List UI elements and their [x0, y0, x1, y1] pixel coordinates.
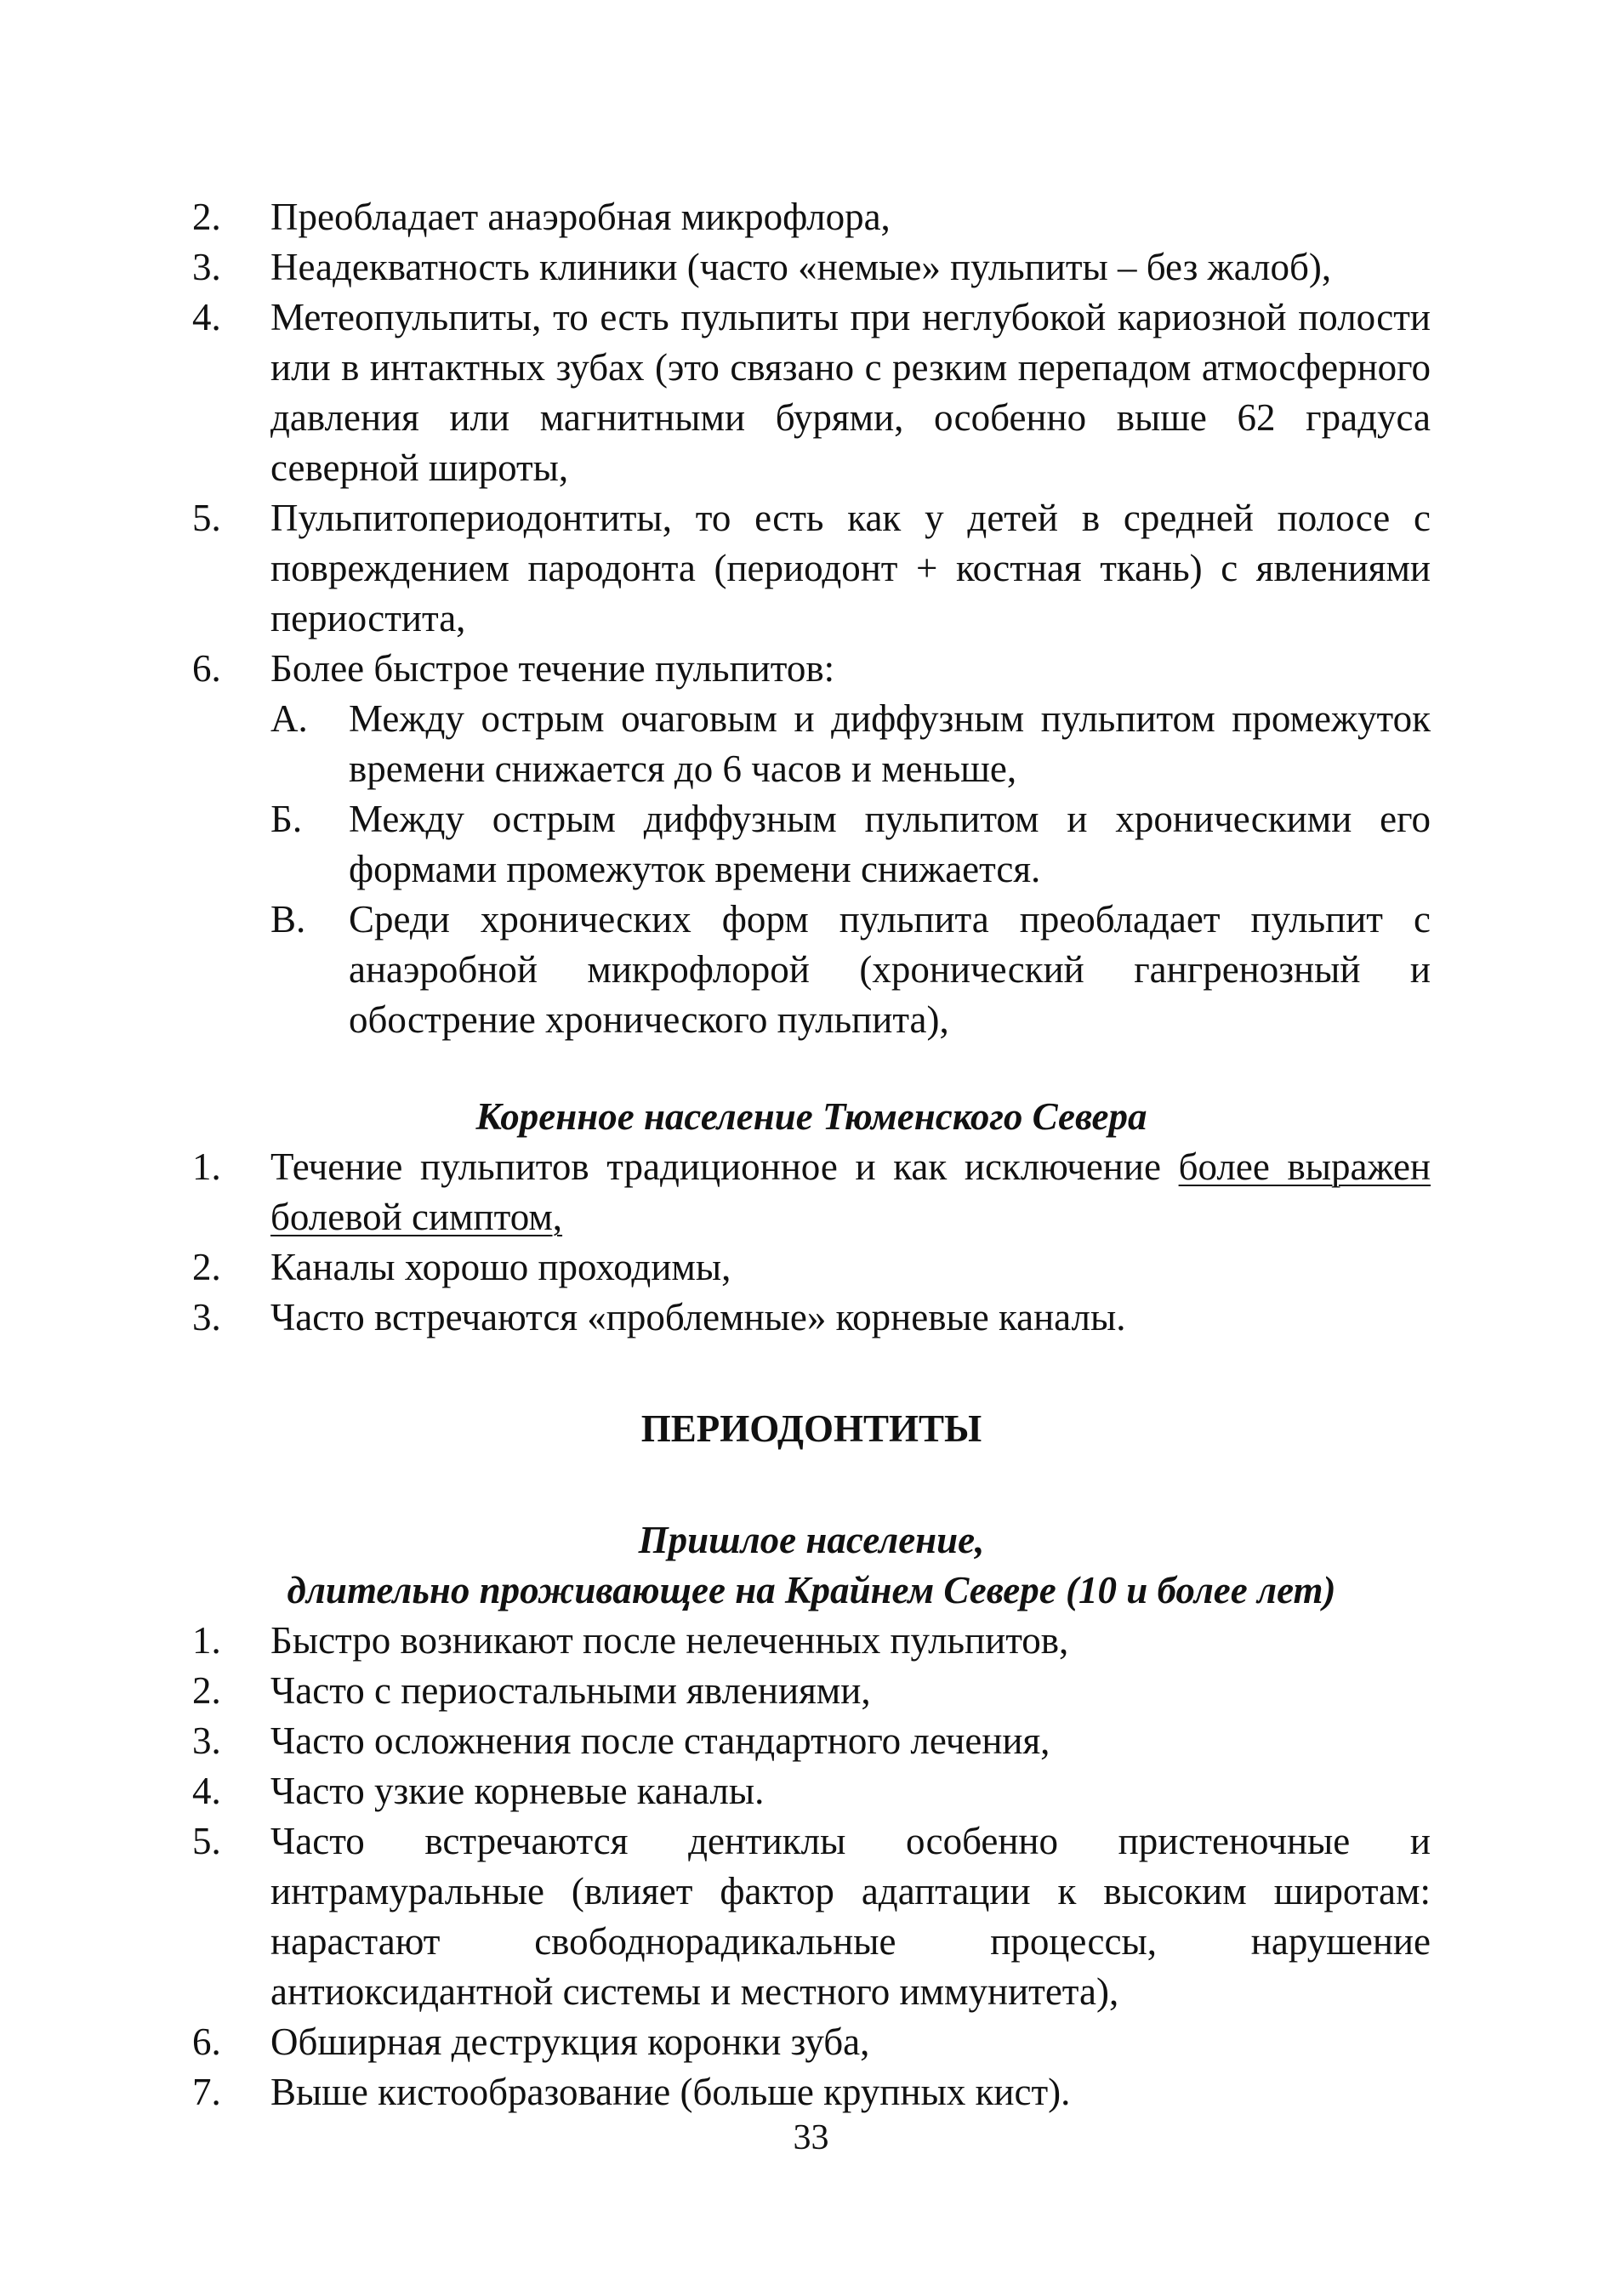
pulpitis-list-indigenous [192, 1142, 1431, 1343]
periodontitis-list-settlers [192, 1616, 1431, 2117]
list-text: Часто узкие корневые каналы. [270, 1770, 765, 1812]
list-number: 5. [192, 497, 221, 539]
list-number: 1. [192, 1619, 221, 1662]
list-number: 2. [192, 196, 221, 238]
list-item [192, 1666, 1431, 1716]
sub-list-item [270, 895, 1431, 1045]
list-item [192, 644, 1431, 694]
list-text: Каналы хорошо проходимы, [270, 1246, 731, 1288]
sub-list-letter: А. [270, 697, 308, 740]
list-text: Пульпитопериодонтиты, то есть как у детей в средней полосе с повреждением пародонта (периодонт + костная ткань) с явлениями периостита, [270, 497, 1431, 639]
list-item [192, 1242, 1431, 1293]
list-text: Неадекватность клиники (часто «немые» пульпиты – без жалоб), [270, 246, 1332, 288]
list-text: Преобладает анаэробная микрофлора, [270, 196, 891, 238]
section-title-indigenous: Коренное население Тюменского Севера [475, 1095, 1147, 1138]
list-number: 4. [192, 1770, 221, 1812]
list-text: Более быстрое течение пульпитов: [270, 647, 835, 690]
section-title-settlers-line1: Пришлое население, [638, 1519, 985, 1561]
list-item [192, 1293, 1431, 1343]
list-number: 2. [192, 1669, 221, 1712]
list-text: Быстро возникают после нелеченных пульпитов, [270, 1619, 1069, 1662]
section-title-settlers-line2: длительно проживающее на Крайнем Севере (10 и более лет) [287, 1569, 1336, 1611]
chapter-heading: ПЕРИОДОНТИТЫ [640, 1407, 982, 1450]
list-item [192, 2067, 1431, 2117]
list-item [192, 1766, 1431, 1816]
list-item [192, 2017, 1431, 2067]
sub-list-text: Между острым очаговым и диффузным пульпитом промежуток времени снижается до 6 часов и меньше, [349, 697, 1431, 790]
list-number: 4. [192, 296, 221, 338]
plain-text: Течение пульпитов традиционное и как исключение [270, 1145, 1179, 1188]
list-number: 1. [192, 1145, 221, 1188]
list-number: 3. [192, 1719, 221, 1762]
page-content [192, 192, 1431, 2117]
sub-list-text: Среди хронических форм пульпита преобладает пульпит с анаэробной микрофлорой (хронический гангренозный и обострение хронического пульпита), [349, 898, 1431, 1041]
sub-list-letter: В. [270, 898, 306, 941]
list-item [192, 1716, 1431, 1766]
list-item [192, 1142, 1431, 1242]
list-text: Обширная деструкция коронки зуба, [270, 2020, 870, 2063]
list-number: 2. [192, 1246, 221, 1288]
list-item [192, 1816, 1431, 2017]
list-item [192, 1616, 1431, 1666]
list-item [192, 192, 1431, 242]
sub-list-item [270, 694, 1431, 794]
list-item [192, 293, 1431, 493]
page-number: 33 [793, 2118, 829, 2157]
list-number: 7. [192, 2071, 221, 2113]
list-text: Выше кистообразование (больше крупных кист). [270, 2071, 1071, 2113]
list-text: Часто встречаются «проблемные» корневые каналы. [270, 1296, 1126, 1338]
underlined-text: более выражен болевой симптом, [270, 1145, 1431, 1238]
list-number: 6. [192, 647, 221, 690]
list-number: 6. [192, 2020, 221, 2063]
sub-list-item [270, 794, 1431, 895]
sub-list-text: Между острым диффузным пульпитом и хроническими его формами промежуток времени снижается. [349, 798, 1431, 890]
sub-list-letter: Б. [270, 798, 303, 840]
list-text: Метеопульпиты, то есть пульпиты при неглубокой кариозной полости или в интактных зубах (это связано с резким перепадом атмосферного давления или магнитными бурями, особенно выше 62 градуса северной широты, [270, 296, 1431, 489]
list-text: Часто с периостальными явлениями, [270, 1669, 871, 1712]
list-text [270, 1142, 1431, 1242]
list-number: 3. [192, 246, 221, 288]
list-item [192, 242, 1431, 293]
list-item [192, 493, 1431, 644]
pulpitis-list-settlers [192, 192, 1431, 1045]
list-text: Часто встречаются дентиклы особенно пристеночные и интрамуральные (влияет фактор адаптации к высоким широтам: нарастают свободнорадикальные процессы, нарушение антиоксидантной системы и местного иммунитета), [270, 1820, 1431, 2013]
list-text: Часто осложнения после стандартного лечения, [270, 1719, 1050, 1762]
list-number: 5. [192, 1820, 221, 1862]
list-number: 3. [192, 1296, 221, 1338]
